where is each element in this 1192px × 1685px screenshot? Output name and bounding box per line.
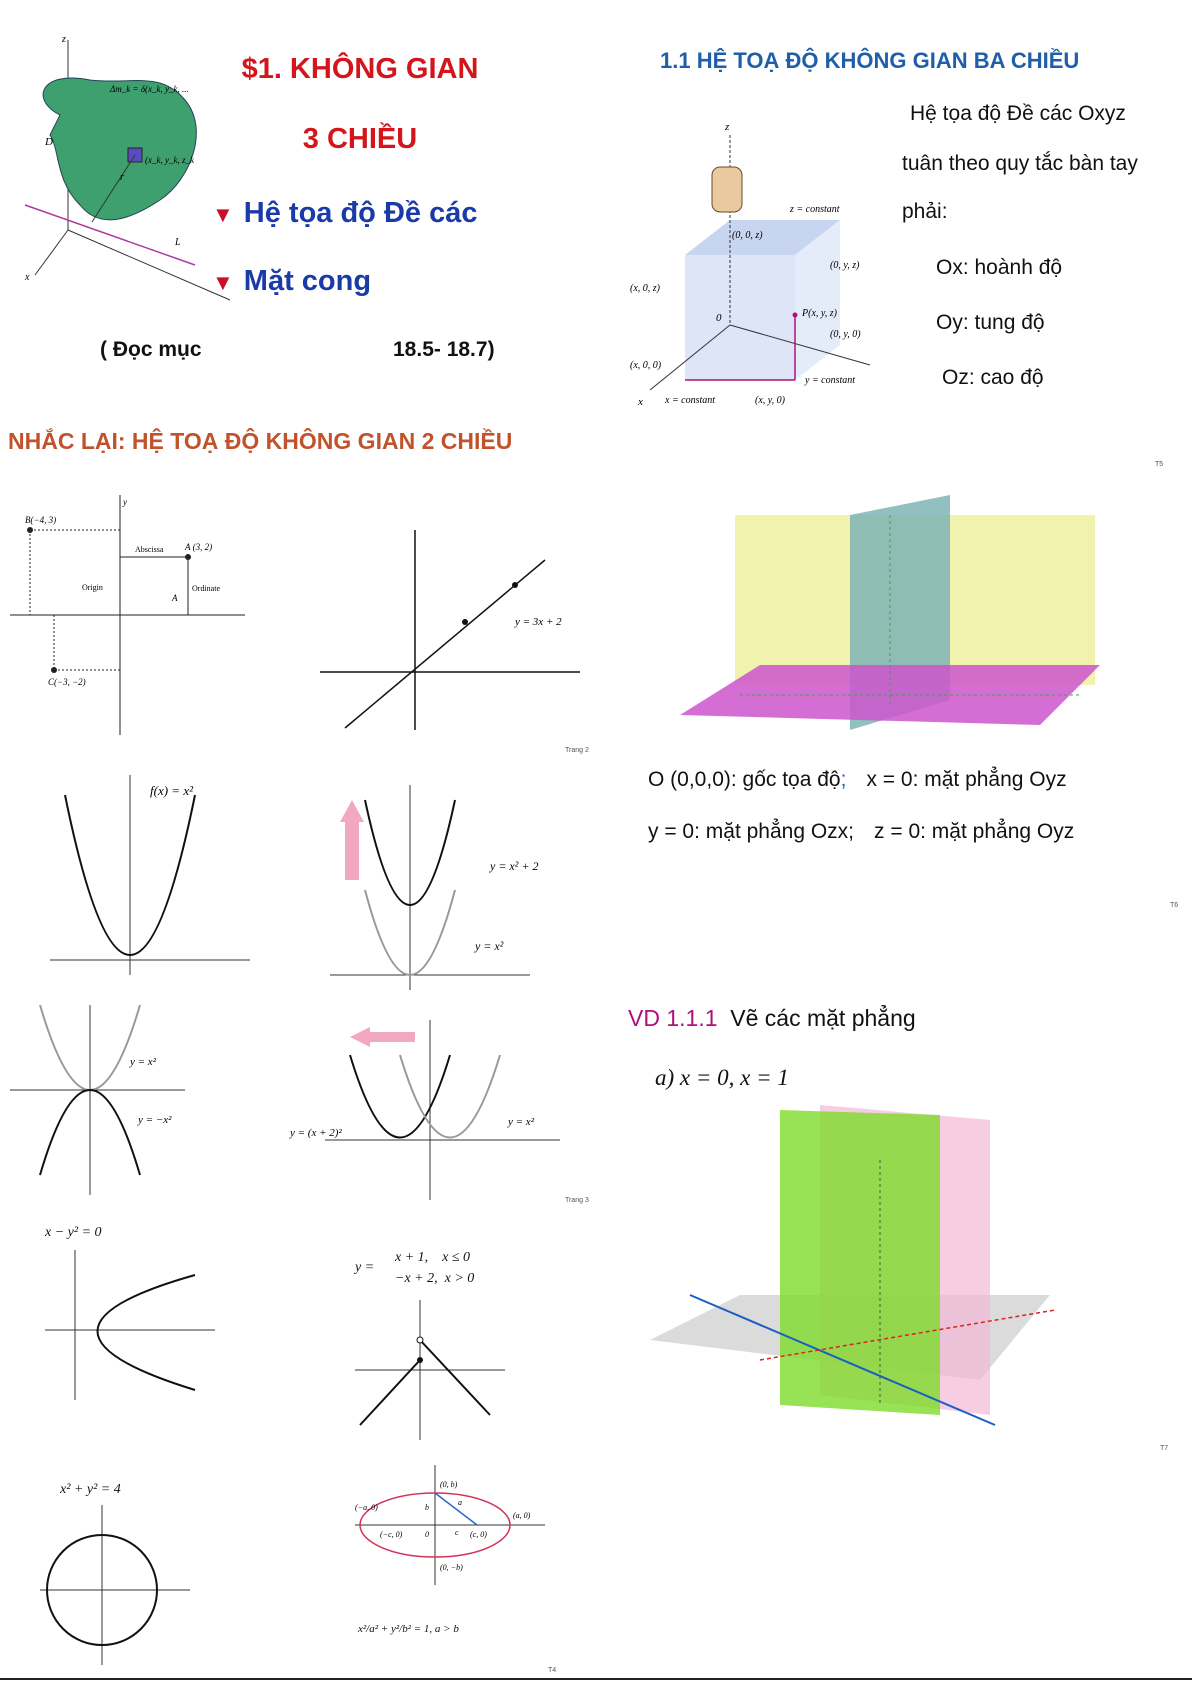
bullet-label: Mặt cong	[243, 265, 372, 297]
fig-r-label: r	[120, 172, 124, 183]
fig-00z: (0, 0, z)	[732, 230, 763, 241]
ordinate: Ordinate	[192, 584, 220, 593]
ell-mb: (0, −b)	[440, 1563, 463, 1572]
f2-label: y = x² + 2	[490, 859, 539, 873]
planes-line	[648, 820, 1074, 844]
slide-heading: 1.1 HỆ TOẠ ĐỘ KHÔNG GIAN BA CHIỀU	[660, 48, 1080, 73]
slide-6	[620, 1000, 1180, 1460]
piecewise-figure	[355, 1300, 515, 1440]
slide-2	[620, 30, 1180, 470]
piecewise-line1: x + 1, x ≤ 0	[395, 1250, 471, 1265]
pt-C: C(−3, −2)	[48, 677, 86, 687]
mass-region-figure	[20, 30, 240, 290]
fig-O: 0	[716, 312, 722, 324]
ell-c0: (c, 0)	[470, 1530, 487, 1539]
sideways-parabola-figure	[45, 1250, 225, 1400]
pt-B: B(−4, 3)	[25, 515, 57, 525]
plane-x0: x = 0: mặt phẳng Oyz	[866, 768, 1067, 791]
eq-circle: x² + y² = 4	[60, 1482, 121, 1497]
abscissa: Abscissa	[135, 545, 164, 554]
fig-z-label: z	[62, 34, 66, 45]
fig-D-label: D	[45, 136, 53, 148]
para-line-2: tuân theo quy tắc bàn tay	[902, 152, 1138, 175]
fig-dm-label: Δm_k = δ(x_k, y_k, ...	[110, 84, 189, 94]
f3-label: y = x²	[475, 939, 504, 953]
fig-z: z	[725, 121, 730, 133]
planes-x0-x1-figure	[650, 1105, 1070, 1425]
slide-4	[640, 490, 1180, 910]
fig-x00: (x, 0, 0)	[630, 360, 662, 371]
fig-xconst: x = constant	[665, 395, 716, 406]
fig-yconst: y = constant	[805, 375, 856, 386]
circle-figure	[40, 1505, 210, 1665]
part-a: a) x = 0, x = 1	[655, 1065, 789, 1090]
piecewise-y: y =	[355, 1260, 375, 1275]
fig-P: P(x, y, z)	[802, 308, 837, 319]
parabola-fx-figure	[50, 775, 250, 975]
slide-3	[0, 475, 600, 765]
fig-L-label: L	[175, 237, 181, 248]
slide-title-line2: 3 CHIỀU	[302, 123, 418, 155]
ell-b: b	[425, 1503, 429, 1512]
coordinate-planes-3d-figure	[680, 495, 1140, 745]
f7-label: y = x²	[508, 1116, 534, 1128]
fig-x0z: (x, 0, z)	[630, 283, 660, 294]
read-label: ( Đọc mục	[100, 338, 202, 361]
example-text: Vẽ các mặt phẳng	[730, 1005, 916, 1031]
example-number: VD 1.1.1	[628, 1005, 718, 1031]
fig-x: x	[638, 396, 643, 408]
axis-ox: Ox: hoành độ	[936, 256, 1063, 279]
ell-c: c	[455, 1528, 459, 1537]
line-graph-figure	[320, 530, 580, 730]
page-number: T6	[1170, 902, 1179, 909]
axis-oz: Oz: cao độ	[942, 366, 1044, 389]
3d-coordinate-box-figure	[630, 115, 890, 425]
arrow-down-icon: ▼	[212, 270, 234, 295]
plane-y0: y = 0: mặt phẳng Ozx;	[648, 820, 855, 843]
ell-O: 0	[425, 1530, 429, 1539]
piecewise-line2: −x + 2, x > 0	[395, 1271, 475, 1286]
y-axis-label: y	[123, 497, 127, 507]
fig-xy0: (x, y, 0)	[755, 395, 785, 406]
line-label: y = 3x + 2	[515, 616, 562, 628]
read-range: 18.5- 18.7)	[393, 338, 495, 361]
slide-7	[0, 1215, 600, 1675]
ellipse-figure	[355, 1465, 545, 1585]
para-line-1: Hệ tọa độ Đề các Oxyz	[910, 102, 1126, 125]
ell-mc: (−c, 0)	[380, 1530, 403, 1539]
bullet-surface	[212, 265, 371, 298]
recall-heading: NHẮC LẠI: HỆ TOẠ ĐỘ KHÔNG GIAN 2 CHIỀU	[8, 428, 513, 454]
page-number: T4	[548, 1667, 557, 1674]
f1-label: f(x) = x²	[150, 783, 193, 798]
ell-a: a	[458, 1498, 462, 1507]
f4-label: y = x²	[130, 1056, 156, 1068]
origin-line	[648, 768, 1067, 792]
page-number: Trang 2	[565, 747, 589, 754]
A-letter: A	[172, 593, 178, 603]
semicolon: ;	[840, 768, 847, 791]
arrow-down-icon: ▼	[212, 202, 234, 227]
page-number: T7	[1160, 1445, 1169, 1452]
fig-0yz: (0, y, z)	[830, 260, 860, 271]
fig-0y0: (0, y, 0)	[830, 329, 861, 340]
fig-x-label: x	[25, 272, 30, 283]
slide-title-line1: $1. KHÔNG GIAN	[241, 53, 479, 85]
pt-A: A (3, 2)	[185, 542, 213, 552]
parabola-shift-left-figure	[290, 1010, 560, 1200]
eq-parabola-x: x − y² = 0	[45, 1225, 102, 1240]
f5-label: y = −x²	[138, 1114, 172, 1126]
parabola-shift-up-figure	[330, 780, 539, 990]
slide-5	[0, 765, 600, 1205]
fig-zconst: z = constant	[790, 204, 840, 215]
ell-b0: (0, b)	[440, 1480, 458, 1489]
bottom-divider	[0, 1678, 1192, 1680]
fig-point-label: (x_k, y_k, z_k	[145, 155, 194, 165]
coordinate-plane-figure	[10, 495, 255, 735]
example-title	[628, 1005, 916, 1032]
page-number: Trang 3	[565, 1197, 589, 1204]
ell-a0: (a, 0)	[513, 1511, 531, 1520]
bullet-cartesian	[212, 197, 477, 230]
plane-z0: z = 0: mặt phẳng Oyz	[874, 820, 1075, 843]
axis-oy: Oy: tung độ	[936, 311, 1045, 334]
ellipse-equation: x²/a² + y²/b² = 1, a > b	[358, 1623, 459, 1635]
ell-mA: (−a, 0)	[355, 1503, 378, 1512]
para-line-3: phải:	[902, 200, 948, 223]
slide-1	[0, 25, 590, 385]
origin-text: O (0,0,0): gốc tọa độ	[648, 768, 841, 791]
parabola-reflect-figure	[10, 1005, 190, 1195]
f6-label: y = (x + 2)²	[290, 1127, 342, 1139]
page-number: T5	[1155, 461, 1164, 468]
bullet-label: Hệ tọa độ Đề các	[243, 197, 478, 229]
origin: Origin	[82, 583, 103, 592]
